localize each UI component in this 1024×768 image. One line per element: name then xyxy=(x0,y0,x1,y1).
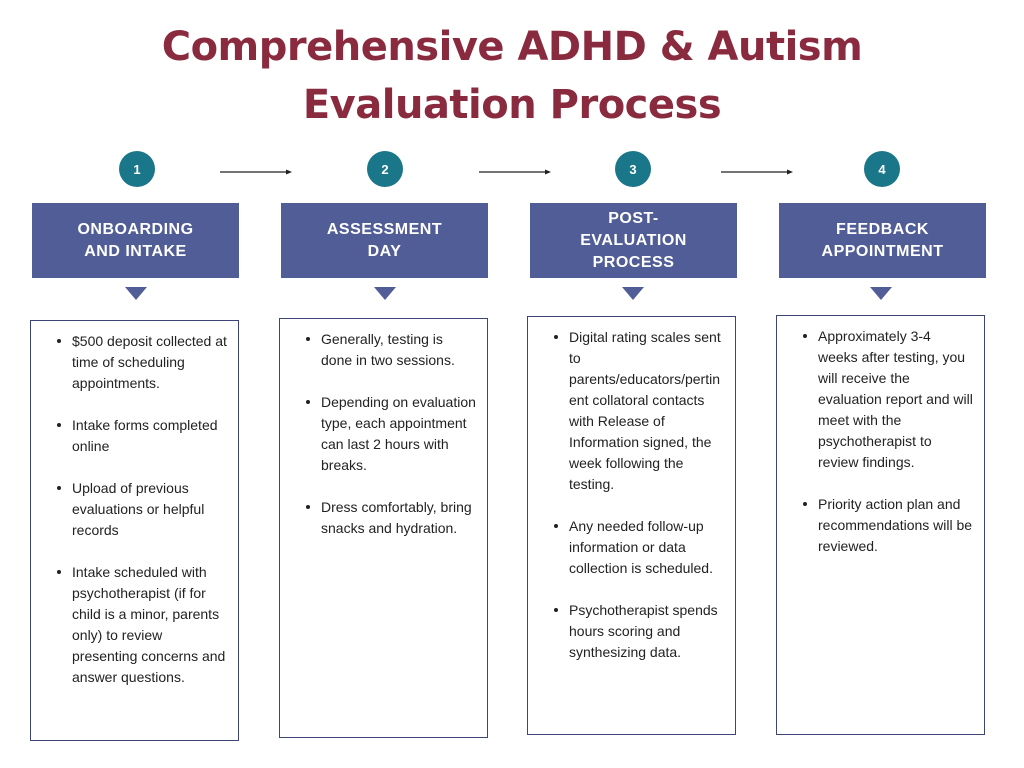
list-item: $500 deposit collected at time of scheduling appointments. xyxy=(72,331,228,394)
list-item: Depending on evaluation type, each appointment can last 2 hours with breaks. xyxy=(321,392,477,476)
title-line-2: Evaluation Process xyxy=(302,82,722,128)
step-2-header: ASSESSMENT DAY xyxy=(281,203,488,278)
arrow-3-to-4 xyxy=(721,169,791,171)
list-item: Upload of previous evaluations or helpful records xyxy=(72,478,228,541)
list-item: Generally, testing is done in two sessions. xyxy=(321,329,477,371)
step-3-bullet-list xyxy=(528,317,735,663)
step-3-header: POST-EVALUATION PROCESS xyxy=(530,203,737,278)
arrow-right-icon xyxy=(721,169,793,175)
step-3-down-triangle-icon xyxy=(622,287,644,300)
step-4-bullet-list xyxy=(777,316,984,557)
step-4-header: FEEDBACK APPOINTMENT xyxy=(779,203,986,278)
list-item: Priority action plan and recommendations will be reviewed. xyxy=(818,494,974,557)
arrow-1-to-2 xyxy=(220,169,290,171)
step-2-circle: 2 xyxy=(367,151,403,187)
list-item: Digital rating scales sent to parents/educators/pertinent collatoral contacts with Release of Information signed, the week following the testing. xyxy=(569,327,725,495)
arrow-2-to-3 xyxy=(479,169,549,171)
step-1-circle: 1 xyxy=(119,151,155,187)
title-line-1: Comprehensive ADHD & Autism xyxy=(161,24,863,70)
step-1-header: ONBOARDING AND INTAKE xyxy=(32,203,239,278)
step-1-details xyxy=(30,320,239,741)
list-item: Any needed follow-up information or data collection is scheduled. xyxy=(569,516,725,579)
diagram-title xyxy=(0,18,1024,134)
step-2-details xyxy=(279,318,488,738)
step-4-details xyxy=(776,315,985,735)
step-2-down-triangle-icon xyxy=(374,287,396,300)
list-item: Intake scheduled with psychotherapist (if for child is a minor, parents only) to review presenting concerns and answer questions. xyxy=(72,562,228,688)
list-item: Approximately 3-4 weeks after testing, you will receive the evaluation report and will meet with the psychotherapist to review findings. xyxy=(818,326,974,473)
list-item: Intake forms completed online xyxy=(72,415,228,457)
list-item: Dress comfortably, bring snacks and hydration. xyxy=(321,497,477,539)
step-3-circle: 3 xyxy=(615,151,651,187)
step-1-bullet-list xyxy=(31,321,238,688)
step-1-down-triangle-icon xyxy=(125,287,147,300)
step-2-bullet-list xyxy=(280,319,487,539)
step-4-circle: 4 xyxy=(864,151,900,187)
step-4-down-triangle-icon xyxy=(870,287,892,300)
step-3-details xyxy=(527,316,736,735)
arrow-right-icon xyxy=(220,169,292,175)
arrow-right-icon xyxy=(479,169,551,175)
list-item: Psychotherapist spends hours scoring and synthesizing data. xyxy=(569,600,725,663)
